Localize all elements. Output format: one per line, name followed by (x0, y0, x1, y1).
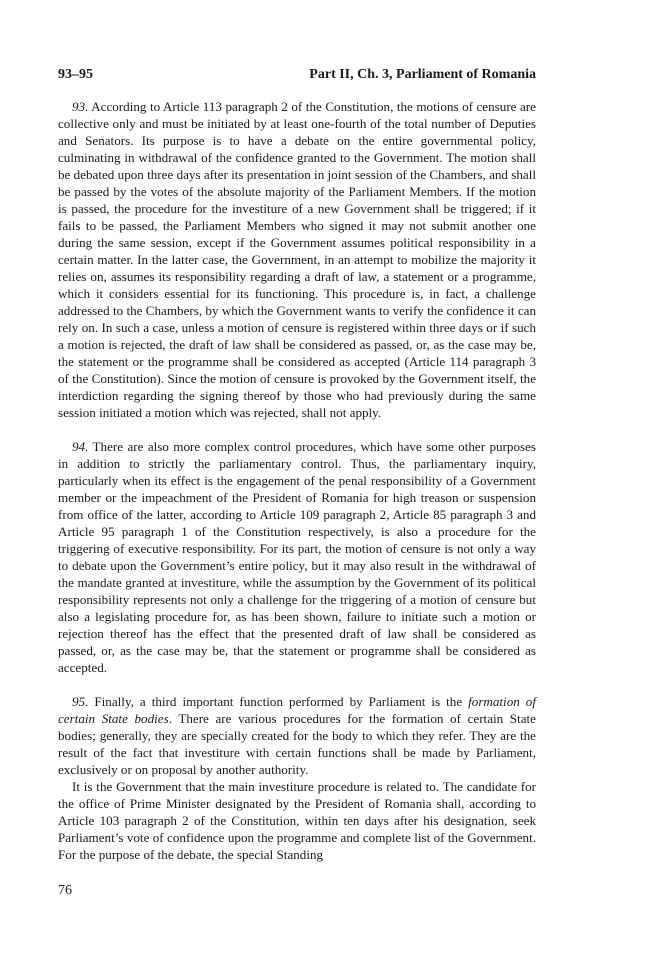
paragraph-investiture (58, 778, 536, 863)
paragraph-text-after: . There are various procedures for the formation of certain State bodies; generally, they are specially created for the body to which they refer. They are the result of the fact that investiture with certain functions shall be made by Parliament, exclusively or on proposal by another authority. (58, 711, 536, 777)
paragraph-text-before: Finally, a third important function performed by Parliament is the (94, 694, 463, 709)
emphasis-term: formation of certain State bodies (58, 694, 536, 726)
paragraph-number: 93. (72, 99, 89, 114)
running-head (58, 66, 536, 84)
paragraph-94 (58, 438, 536, 676)
paragraph-text: There are also more complex control procedures, which have some other purposes in addition to strictly the parliamentary control. Thus, the parliamentary inquiry, particularly when its effect is the engagement of the penal responsibility of a Government member or the impeachment of the President of Romania for high treason or suspension from office of the latter, according to Article 109 paragraph 2, Article 85 paragraph 3 and Article 95 paragraph 1 of the Constitution respectively, is also a procedure for the triggering of executive responsibility. For its part, the motion of censure is not only a way to debate upon the Government’s entire policy, but it may also result in the withdrawal of the mandate granted at investiture, while the assumption by the Government of its political responsibility represents not only a challenge for the triggering of a motion of censure but also a legislating procedure for, as has been shown, failure to initiate such a motion or rejection thereof has the effect that the presented draft of law shall be considered as passed, or, as the case may be, that the statement or programme shall be considered as accepted. (58, 439, 536, 675)
page-number: 76 (58, 883, 72, 898)
paragraph-93 (58, 98, 536, 421)
paragraph-number: 94. (72, 439, 89, 454)
section-range: 93–95 (58, 67, 93, 82)
chapter-title: Part II, Ch. 3, Parliament of Romania (309, 67, 536, 82)
paragraph-number: 95. (72, 694, 89, 709)
paragraph-95 (58, 693, 536, 778)
paragraph-text: According to Article 113 paragraph 2 of the Constitution, the motions of censure are collective only and must be initiated by at least one-fourth of the total number of Deputies and Senators. Its purpose is to have a debate on the entire governmental policy, culminating in withdrawal of the confidence granted to the Government. The motion shall be debated upon three days after its presentation in joint session of the Chambers, and shall be passed by the votes of the absolute majority of the Parliament Members. If the motion is passed, the procedure for the investiture of a new Government shall be triggered; if it fails to be passed, the Parliament Members who signed it may not submit another one during the same session, except if the Government assumes political responsibility in a certain matter. In the latter case, the Government, in an attempt to mobilize the majority it relies on, assumes its responsibility regarding a draft of law, a statement or a programme, which it considers essential for its functioning. This procedure is, in fact, a challenge addressed to the Chambers, by which the Government wants to verify the confidence it can rely on. In such a case, unless a motion of censure is registered within three days or if such a motion is rejected, the draft of law shall be considered as passed, or, as the case may be, the statement or the programme shall be considered as accepted (Article 114 paragraph 3 of the Constitution). Since the motion of censure is provoked by the Government itself, the interdiction regarding the signing thereof by those who had previously during the same session initiated a motion which was rejected, shall not apply. (58, 99, 536, 420)
paragraph-text: It is the Government that the main investiture procedure is related to. The candidate for the office of Prime Minister designated by the President of Romania shall, according to Article 103 paragraph 2 of the Constitution, within ten days after his designation, seek Parliament’s vote of confidence upon the programme and complete list of the Government. For the purpose of the debate, the special Standing (58, 779, 536, 862)
body-text (58, 98, 536, 863)
